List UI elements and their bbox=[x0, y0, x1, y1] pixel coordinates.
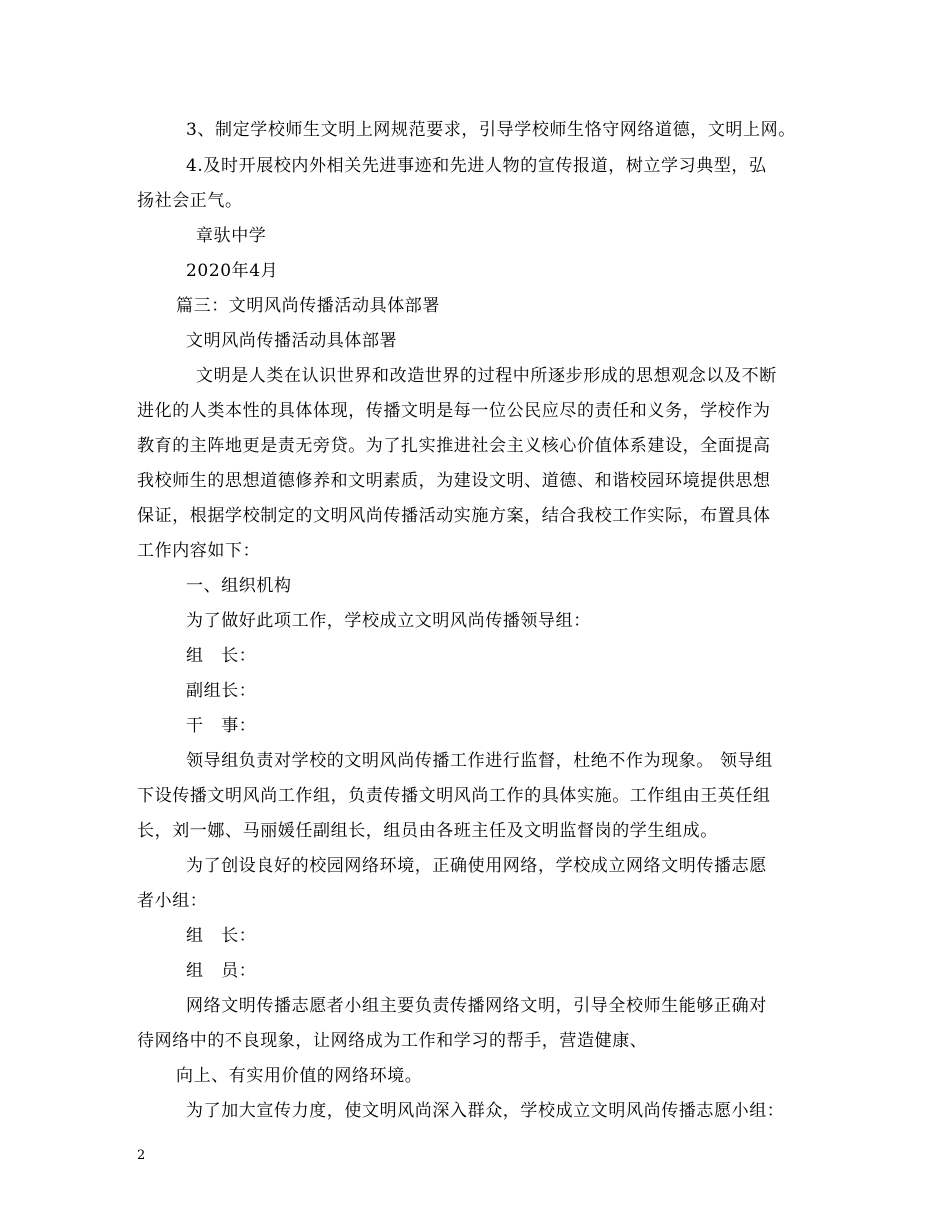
text-line-2: 4.及时开展校内外相关先进事迹和先进人物的宣传报道，树立学习典型，弘 bbox=[186, 156, 767, 176]
document-title: 文明风尚传播活动具体部署 bbox=[186, 331, 398, 351]
text-line-21: 长，刘一娜、马丽媛任副组长，组员由各班主任及文明监督岗的学生组成。 bbox=[137, 821, 718, 841]
subsection-heading: 一、组织机构 bbox=[186, 576, 292, 596]
section-heading: 篇三：文明风尚传播活动具体部署 bbox=[176, 296, 440, 316]
text-line-19: 领导组负责对学校的文明风尚传播工作进行监督，杜绝不作为现象。 领导组 bbox=[186, 751, 773, 771]
leader-field: 组 长： bbox=[186, 646, 257, 666]
date-line: 2020年4月 bbox=[186, 261, 279, 281]
text-line-28: 向上、有实用价值的网络环境。 bbox=[176, 1066, 423, 1086]
text-line-10: 教育的主阵地更是责无旁贷。为了扎实推进社会主义核心价值体系建设，全面提高 bbox=[137, 436, 771, 456]
text-line-9: 进化的人类本性的具体体现，传播文明是每一位公民应尽的责任和义务，学校作为 bbox=[137, 401, 771, 421]
deputy-leader-field: 副组长： bbox=[186, 681, 257, 701]
text-line-26: 网络文明传播志愿者小组主要负责传播网络文明，引导全校师生能够正确对 bbox=[186, 996, 767, 1016]
officer-field: 干 事： bbox=[186, 716, 257, 736]
text-line-12: 保证，根据学校制定的文明风尚传播活动实施方案，结合我校工作实际，布置具体 bbox=[137, 506, 771, 526]
text-line-20: 下设传播文明风尚工作组，负责传播文明风尚工作的具体实施。工作组由王英任组 bbox=[137, 786, 771, 806]
text-line-27: 待网络中的不良现象，让网络成为工作和学习的帮手，营造健康、 bbox=[137, 1031, 648, 1051]
text-line-1: 3、制定学校师生文明上网规范要求，引导学校师生恪守网络道德，文明上网。 bbox=[186, 120, 796, 140]
text-line-23: 者小组： bbox=[137, 891, 208, 911]
text-line-15: 为了做好此项工作，学校成立文明风尚传播领导组： bbox=[186, 611, 591, 631]
text-line-11: 我校师生的思想道德修养和文明素质，为建设文明、道德、和谐校园环境提供思想 bbox=[137, 471, 771, 491]
page-number: 2 bbox=[137, 1148, 146, 1163]
text-line-13: 工作内容如下： bbox=[137, 541, 261, 561]
text-line-3: 扬社会正气。 bbox=[137, 191, 243, 211]
school-name: 章驮中学 bbox=[196, 226, 267, 246]
text-line-8: 文明是人类在认识世界和改造世界的过程中所逐步形成的思想观念以及不断 bbox=[196, 366, 777, 386]
text-line-22: 为了创设良好的校园网络环境，正确使用网络，学校成立网络文明传播志愿 bbox=[186, 856, 767, 876]
group-member-field: 组 员： bbox=[186, 961, 257, 981]
group-leader-field: 组 长： bbox=[186, 926, 257, 946]
text-line-29: 为了加大宣传力度，使文明风尚深入群众，学校成立文明风尚传播志愿小组： bbox=[186, 1101, 785, 1121]
